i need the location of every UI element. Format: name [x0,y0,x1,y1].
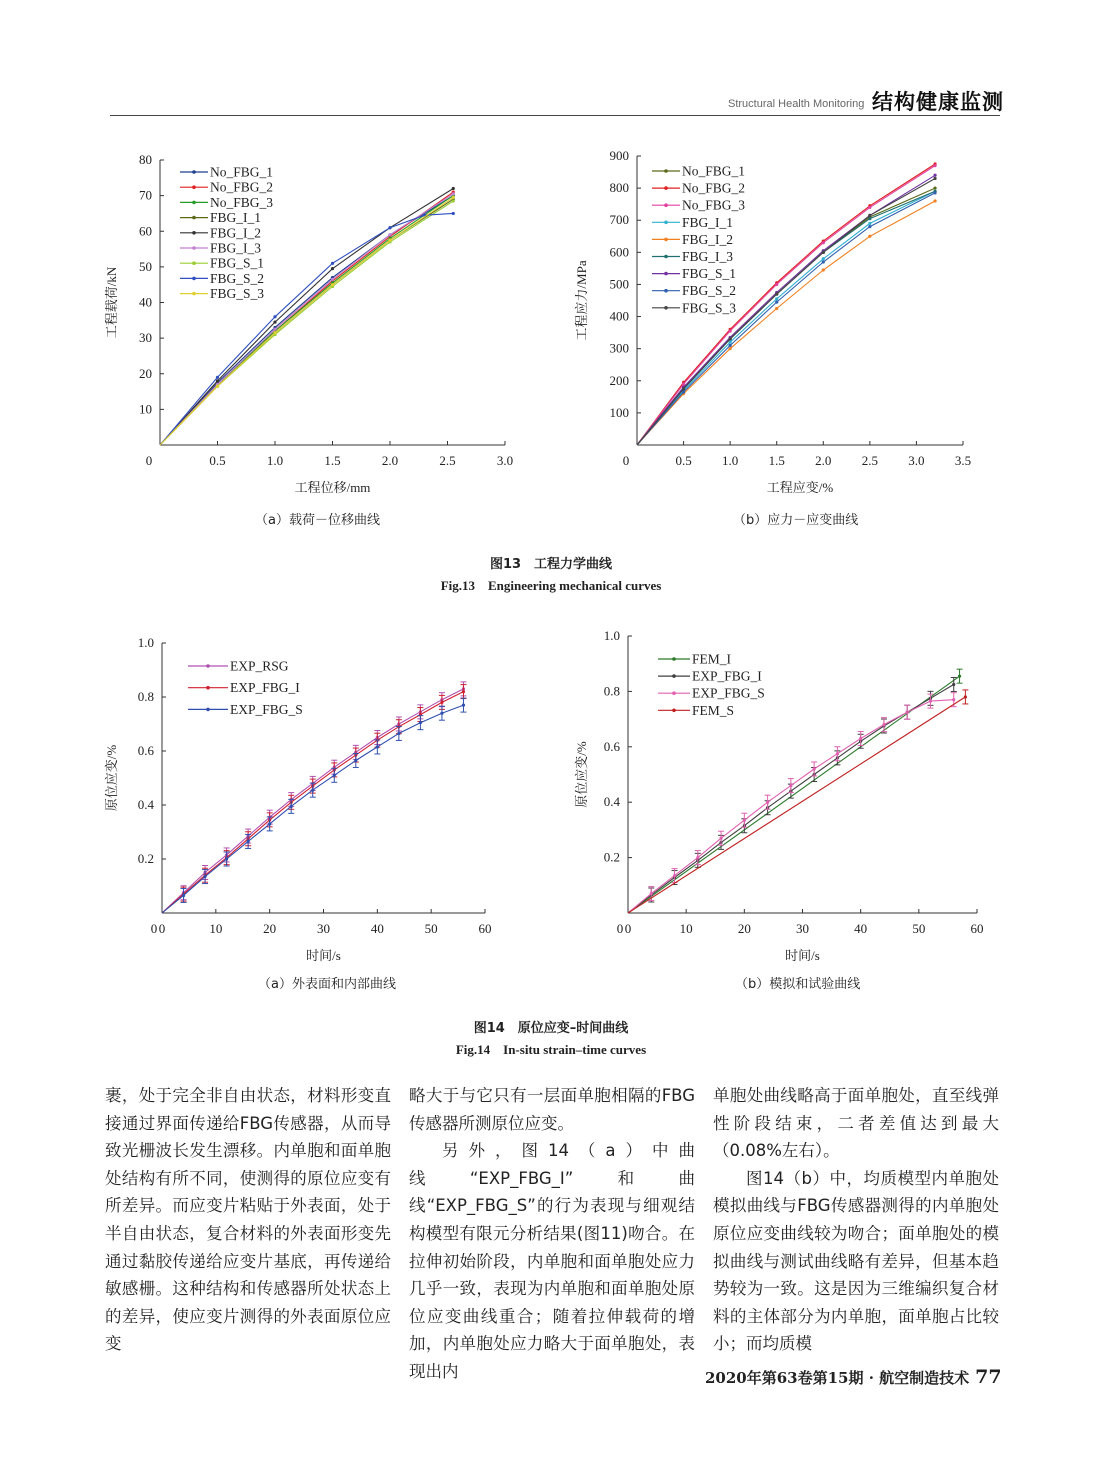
y-tick-label: 20 [139,365,152,381]
x-tick-label: 1.5 [324,453,341,468]
legend-marker [192,246,196,250]
paragraph: 单胞处曲线略高于面单胞处，直至线弹性阶段结束，二者差值达到最大（0.08%左右）。 [713,1086,999,1161]
x-tick-label: 0.5 [675,453,692,468]
legend-label: No_FBG_2 [682,180,746,196]
data-point [775,307,778,310]
data-point [822,268,825,271]
legend-marker [664,255,668,259]
x-axis-label: 时间/s [785,948,820,963]
data-point [331,278,334,281]
data-point [964,695,967,698]
legend-label: FBG_I_2 [682,231,734,247]
data-point [440,712,443,715]
body-column-1 [105,1082,391,1358]
x-tick-label: 3.5 [954,453,972,468]
legend-marker [672,657,676,661]
legend-label: FBG_I_2 [210,225,262,241]
legend-marker [664,272,668,276]
chart-stress-strain [570,145,1000,500]
data-point [440,701,443,704]
x-tick-label: 40 [854,921,868,936]
y-tick-label: 400 [609,308,629,324]
data-point [419,721,422,724]
legend-marker [664,238,668,242]
legend-marker [192,170,196,174]
y-axis-label: 原位应变/% [104,744,119,812]
legend-label: EXP_FBG_S [230,701,303,717]
data-point [868,235,871,238]
legend-label: No_FBG_1 [682,163,746,179]
data-point [216,379,219,382]
data-point [388,233,391,236]
legend-label: No_FBG_1 [210,164,274,180]
fig14b-label: （b）模拟和试验曲线 [735,977,861,992]
y-tick-label: 0.6 [603,738,620,754]
page-number: 77 [975,1366,1002,1388]
data-point [247,840,250,843]
series-line [160,194,453,445]
y-tick-label: 0.8 [137,689,154,704]
x-tick-label: 1.0 [266,453,284,468]
x-axis-label: 时间/s [306,948,341,963]
paragraph: 裹，处于完全非自由状态，材料形变直接通过界面传递给FBG传感器，从而导致光栅波长发生漂移。内单胞和面单胞处结构有所不同，使测得的原位应变有所差异。而应变片粘贴于外表面，处于半自由状态，复合材料的外表面形变先通过黏胶传递给应变片基底，再传递给敏感栅。这种结构和传感器所处状态上的差异，使应变片测得的外表面原位应变 [105,1086,391,1354]
legend-label: FBG_I_1 [682,214,734,230]
data-point [868,222,871,225]
data-point [729,341,732,344]
data-point [775,297,778,300]
legend-marker [664,186,668,190]
data-point [452,187,455,190]
data-point [331,267,334,270]
y-tick-label: 10 [139,401,152,417]
fig13-caption-en: Fig.13 Engineering mechanical curves [440,578,662,593]
legend-marker [664,169,668,173]
fig13b-label: （b）应力－应变曲线 [733,513,859,528]
data-point [952,683,955,686]
data-point [743,819,746,822]
series-line [160,201,453,445]
legend-label: FBG_S_2 [210,270,265,286]
y-tick-label: 600 [609,244,629,260]
header-rule [110,115,1000,116]
data-point [868,217,871,220]
data-point [462,690,465,693]
data-point [868,225,871,228]
legend-marker [192,261,196,265]
origin-label: 0 [616,921,624,936]
x-tick-label: 0 [158,921,166,936]
legend-marker [672,691,676,695]
data-point [311,789,314,792]
chart-strain-time-b [570,620,1000,970]
data-point [673,874,676,877]
y-tick-label: 500 [609,276,629,292]
x-tick-label: 50 [912,921,926,936]
y-tick-label: 0.4 [603,794,620,810]
data-point [388,239,391,242]
legend-label: No_FBG_2 [210,179,274,195]
x-tick-label: 30 [317,921,330,936]
paragraph: 另外，图14（a）中曲线“EXP_FBG_I”和曲线“EXP_FBG_S”的行为表现与细观结构模型有限元分析结果(图11)吻合。在拉伸初始阶段，内单胞和面单胞处应力几乎一致，表现为内单胞和面单胞处原位应变曲线重合；随着拉伸载荷的增加，内单胞处应力略大于面单胞处，表现出内 [409,1141,695,1381]
data-point [273,331,276,334]
series-line [628,697,965,913]
legend-label: FBG_S_2 [682,283,737,299]
y-tick-label: 0.2 [137,851,154,866]
data-point [822,241,825,244]
legend-label: No_FBG_3 [682,197,746,213]
x-tick-label: 20 [737,921,751,936]
origin-label: 0 [150,921,158,936]
legend-label: FEM_I [692,651,732,667]
data-point [929,699,932,702]
x-axis-label: 工程应变/% [766,480,834,495]
data-point [354,759,357,762]
legend-label: EXP_FBG_S [692,685,765,701]
x-tick-label: 20 [263,921,277,936]
data-point [719,837,722,840]
y-tick-label: 40 [139,294,152,310]
data-point [682,382,685,385]
data-point [696,856,699,859]
y-axis-label: 工程应力/MPa [574,260,589,341]
legend-label: FBG_S_3 [682,300,737,316]
body-column-3 [713,1082,999,1358]
x-tick-label: 40 [370,921,384,936]
page-footer [705,1366,1002,1388]
data-point [182,894,185,897]
data-point [273,320,276,323]
x-tick-label: 0.5 [209,453,226,468]
y-tick-label: 30 [139,330,152,346]
paragraph: 略大于与它只有一层面单胞相隔的FBG传感器所测原位应变。 [409,1086,695,1133]
y-tick-label: 80 [139,152,152,167]
series-line [628,676,960,913]
fig13-caption-cn: 图13 工程力学曲线 [489,557,613,572]
x-tick-label: 2.0 [815,453,832,468]
x-tick-label: 2.5 [861,453,878,468]
legend-label: FBG_I_3 [210,240,262,256]
data-point [822,257,825,260]
data-point [216,376,219,379]
legend-label: FBG_S_1 [210,255,265,271]
x-tick-label: 0 [624,921,632,936]
x-tick-label: 0 [622,453,630,468]
legend-marker [192,292,196,296]
data-point [203,875,206,878]
fig14-caption-en: Fig.14 In-situ strain–time curves [455,1042,647,1057]
data-point [225,857,228,860]
legend-label: FBG_S_1 [682,266,737,282]
legend-marker [664,289,668,293]
legend-label: EXP_FBG_I [692,668,762,684]
data-point [729,344,732,347]
journal-name-en: Structural Health Monitoring [728,98,865,110]
data-point [933,177,936,180]
legend-label: FEM_S [692,702,735,718]
data-point [859,737,862,740]
data-point [452,199,455,202]
data-point [729,329,732,332]
data-point [906,711,909,714]
chart-strain-time-a [100,625,530,970]
x-tick-label: 3.0 [908,453,925,468]
data-point [290,805,293,808]
x-tick-label: 10 [209,921,223,936]
legend-marker [192,231,196,235]
data-point [650,892,653,895]
data-point [452,192,455,195]
data-point [462,704,465,707]
data-point [882,723,885,726]
y-axis-label: 工程载荷/kN [104,266,119,339]
legend-label: FBG_I_1 [210,210,262,226]
legend-marker [192,277,196,281]
x-axis-label: 工程位移/mm [294,480,371,495]
x-tick-label: 10 [679,921,693,936]
data-point [452,196,455,199]
y-tick-label: 0.2 [603,849,620,865]
data-point [216,385,219,388]
x-tick-label: 50 [424,921,438,936]
legend-marker [192,201,196,205]
legend-marker [664,203,668,207]
series-line [628,700,954,913]
legend-marker [664,221,668,225]
legend-marker [192,216,196,220]
data-point [775,283,778,286]
data-point [868,214,871,217]
y-tick-label: 0.8 [603,683,620,699]
x-tick-label: 0 [145,453,153,468]
data-point [836,752,839,755]
data-point [822,251,825,254]
y-tick-label: 700 [609,212,629,228]
legend-marker [664,306,668,310]
data-point [775,292,778,295]
data-point [729,337,732,340]
legend-label: EXP_RSG [230,658,289,674]
data-point [822,260,825,263]
x-tick-label: 3.0 [496,453,514,468]
y-tick-label: 1.0 [137,635,154,650]
legend-label: FBG_S_3 [210,286,265,302]
issue-info: 2020年第63卷第15期 · 航空制造技术 [705,1369,970,1387]
series-line [160,199,453,445]
data-point [933,199,936,202]
legend-label: EXP_FBG_I [230,680,300,696]
y-tick-label: 60 [139,223,152,239]
data-point [813,767,816,770]
y-tick-label: 900 [609,148,629,163]
chart-load-displacement [100,145,530,500]
data-point [775,301,778,304]
legend-label: No_FBG_3 [210,194,274,210]
paragraph: 图14（b）中，均质模型内单胞处模拟曲线与FBG传感器测得的内单胞处原位应变曲线较为吻合；面单胞处的模拟曲线与测试曲线略有差异，但基本趋势较为一致。这是因为三维编织复合材料的主体部分为内单胞，面单胞占比较小；而均质模 [713,1168,999,1354]
y-tick-label: 0.4 [137,797,154,812]
data-point [933,174,936,177]
data-point [333,774,336,777]
data-point [933,164,936,167]
data-point [452,212,455,215]
data-point [933,191,936,194]
x-tick-label: 2.0 [381,453,399,468]
series-line [160,194,453,445]
data-point [376,745,379,748]
series-line [637,193,935,445]
legend-marker [206,686,210,690]
y-tick-label: 300 [609,340,629,356]
data-point [958,675,961,678]
fig13a-label: （a）载荷－位移曲线 [255,513,380,528]
data-point [331,283,334,286]
body-column-2 [409,1082,695,1386]
legend-marker [672,709,676,713]
x-tick-label: 60 [478,921,492,936]
journal-name-cn: 结构健康监测 [872,90,1004,114]
y-tick-label: 1.0 [603,628,620,643]
x-tick-label: 1.5 [768,453,785,468]
legend-marker [192,185,196,189]
data-point [682,387,685,390]
data-point [766,801,769,804]
x-tick-label: 1.0 [722,453,739,468]
data-point [331,262,334,265]
x-tick-label: 60 [970,921,984,936]
data-point [933,187,936,190]
legend-marker [206,664,210,668]
y-tick-label: 800 [609,180,629,196]
data-point [397,732,400,735]
y-tick-label: 50 [139,258,152,274]
legend-label: FBG_I_3 [682,249,734,264]
data-point [952,698,955,701]
data-point [268,822,271,825]
y-tick-label: 0.6 [137,743,154,758]
x-tick-label: 2.5 [439,453,456,468]
data-point [789,784,792,787]
data-point [868,206,871,209]
data-point [729,347,732,350]
y-tick-label: 100 [609,404,629,420]
legend-marker [672,674,676,678]
data-point [388,226,391,229]
data-point [273,328,276,331]
data-point [273,315,276,318]
y-tick-label: 70 [139,187,152,203]
y-tick-label: 200 [609,372,629,388]
legend-marker [206,708,210,712]
fig14-caption-cn: 图14 原位应变–时间曲线 [473,1021,629,1036]
fig14a-label: （a）外表面和内部曲线 [258,977,396,992]
y-axis-label: 原位应变/% [574,741,589,808]
x-tick-label: 30 [796,921,809,936]
